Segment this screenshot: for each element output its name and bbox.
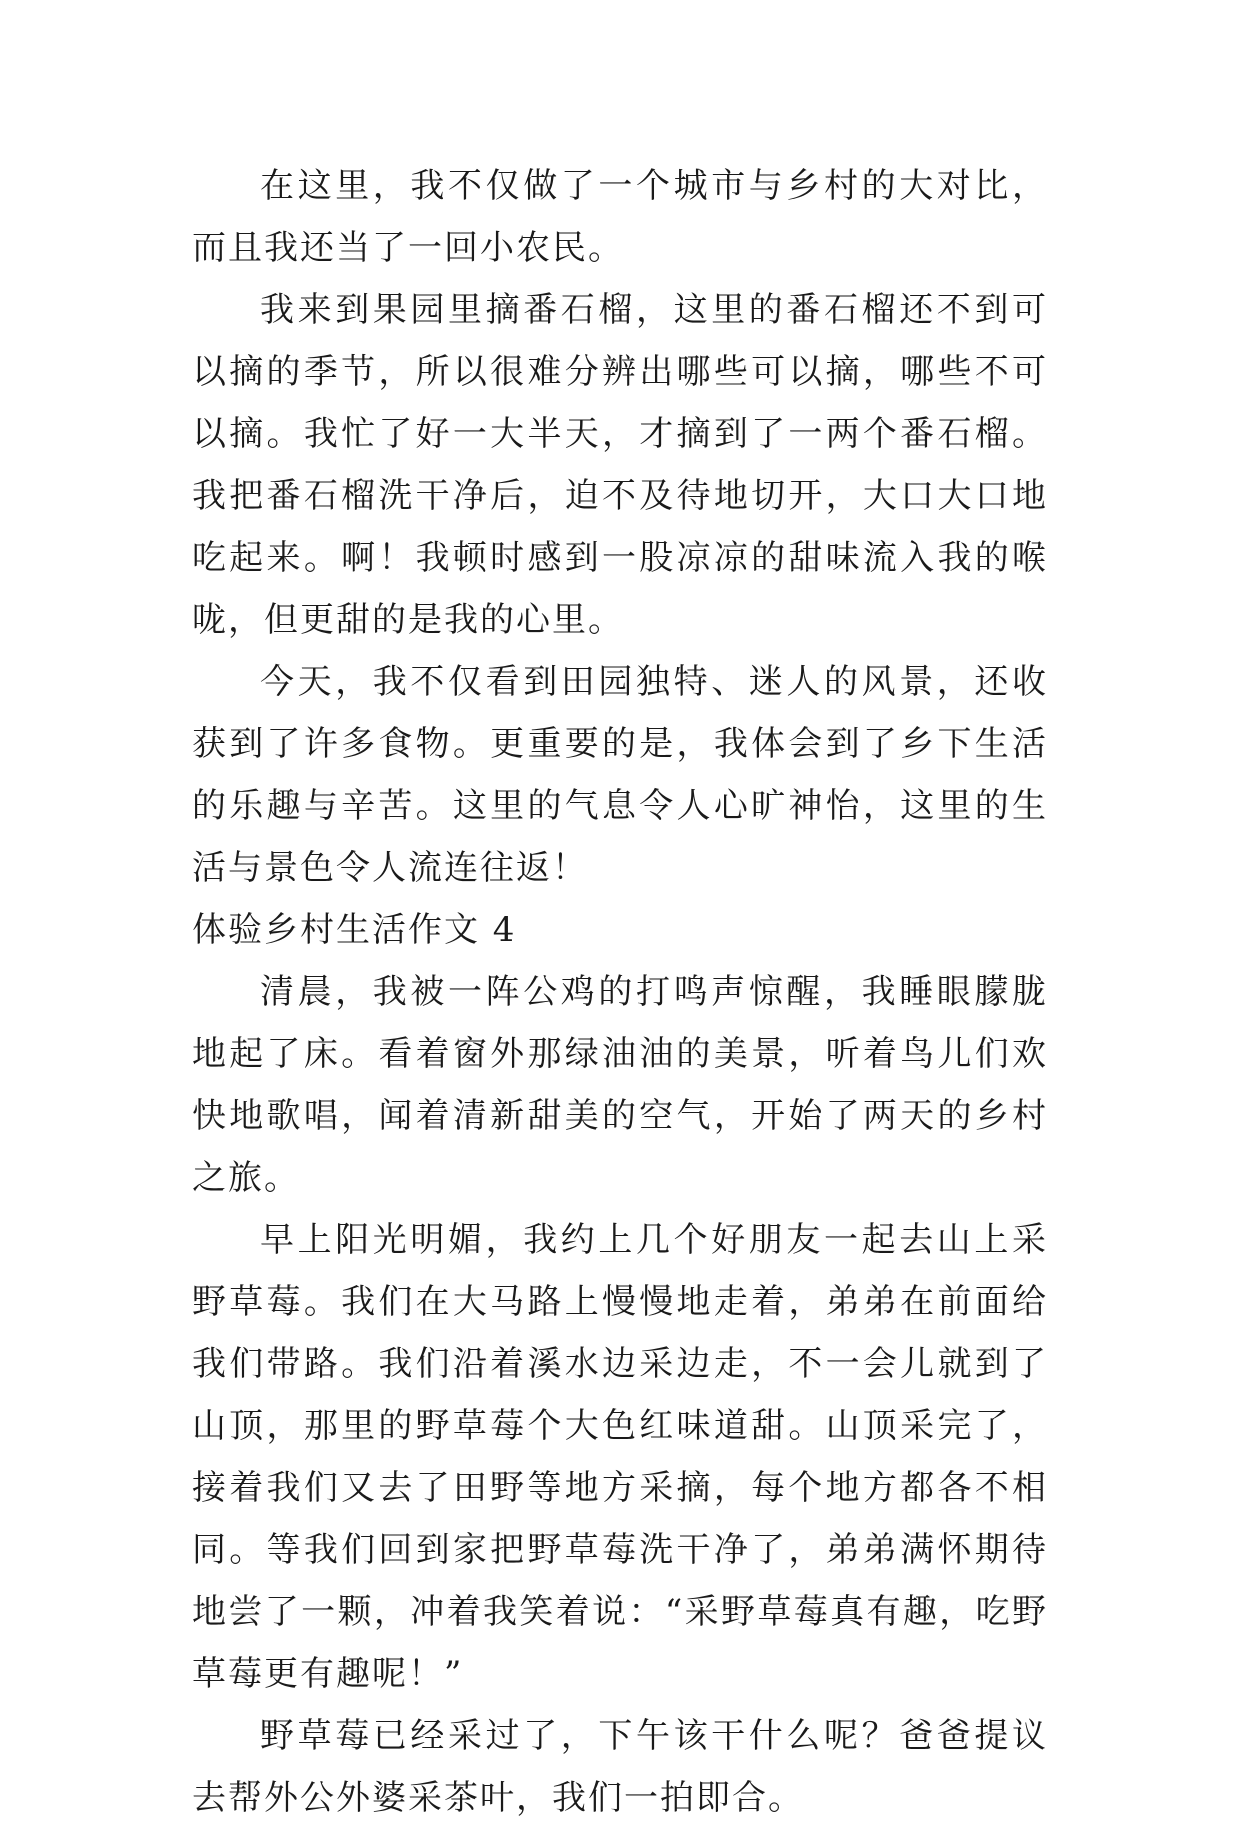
paragraph-afternoon-tea: 野草莓已经采过了，下午该干什么呢？爸爸提议去帮外公外婆采茶叶，我们一拍即合。 xyxy=(192,1716,1048,1818)
paragraph-guava-picking: 我来到果园里摘番石榴，这里的番石榴还不到可以摘的季节，所以很难分辨出哪些可以摘，哪些不可以摘。我忙了好一大半天，才摘到了一两个番石榴。我把番石榴洗干净后，迫不及待地切开，大口大口地吃起来。啊！我顿时感到一股凉凉的甜味流入我的喉咙，但更甜的是我的心里。 xyxy=(192,290,1048,640)
paragraph-city-vs-village: 在这里，我不仅做了一个城市与乡村的大对比，而且我还当了一回小农民。 xyxy=(192,166,1048,268)
paragraph-strawberry-picking: 早上阳光明媚，我约上几个好朋友一起去山上采野草莓。我们在大马路上慢慢地走着，弟弟在前面给我们带路。我们沿着溪水边采边走，不一会儿就到了山顶，那里的野草莓个大色红味道甜。山顶采完了，接着我们又去了田野等地方采摘，每个地方都各不相同。等我们回到家把野草莓洗干净了，弟弟满怀期待地尝了一颗，冲着我笑着说：“采野草莓真有趣，吃野草莓更有趣呢！” xyxy=(192,1220,1048,1694)
paragraph-today-summary: 今天，我不仅看到田园独特、迷人的风景，还收获到了许多食物。更重要的是，我体会到了乡下生活的乐趣与辛苦。这里的气息令人心旷神怡，这里的生活与景色令人流连往返！ xyxy=(192,662,1048,888)
paragraph-morning: 清晨，我被一阵公鸡的打鸣声惊醒，我睡眼朦胧地起了床。看着窗外那绿油油的美景，听着鸟儿们欢快地歌唱，闻着清新甜美的空气，开始了两天的乡村之旅。 xyxy=(192,972,1048,1198)
section-title: 体验乡村生活作文 4 xyxy=(192,910,517,950)
document-body xyxy=(192,155,1048,1829)
